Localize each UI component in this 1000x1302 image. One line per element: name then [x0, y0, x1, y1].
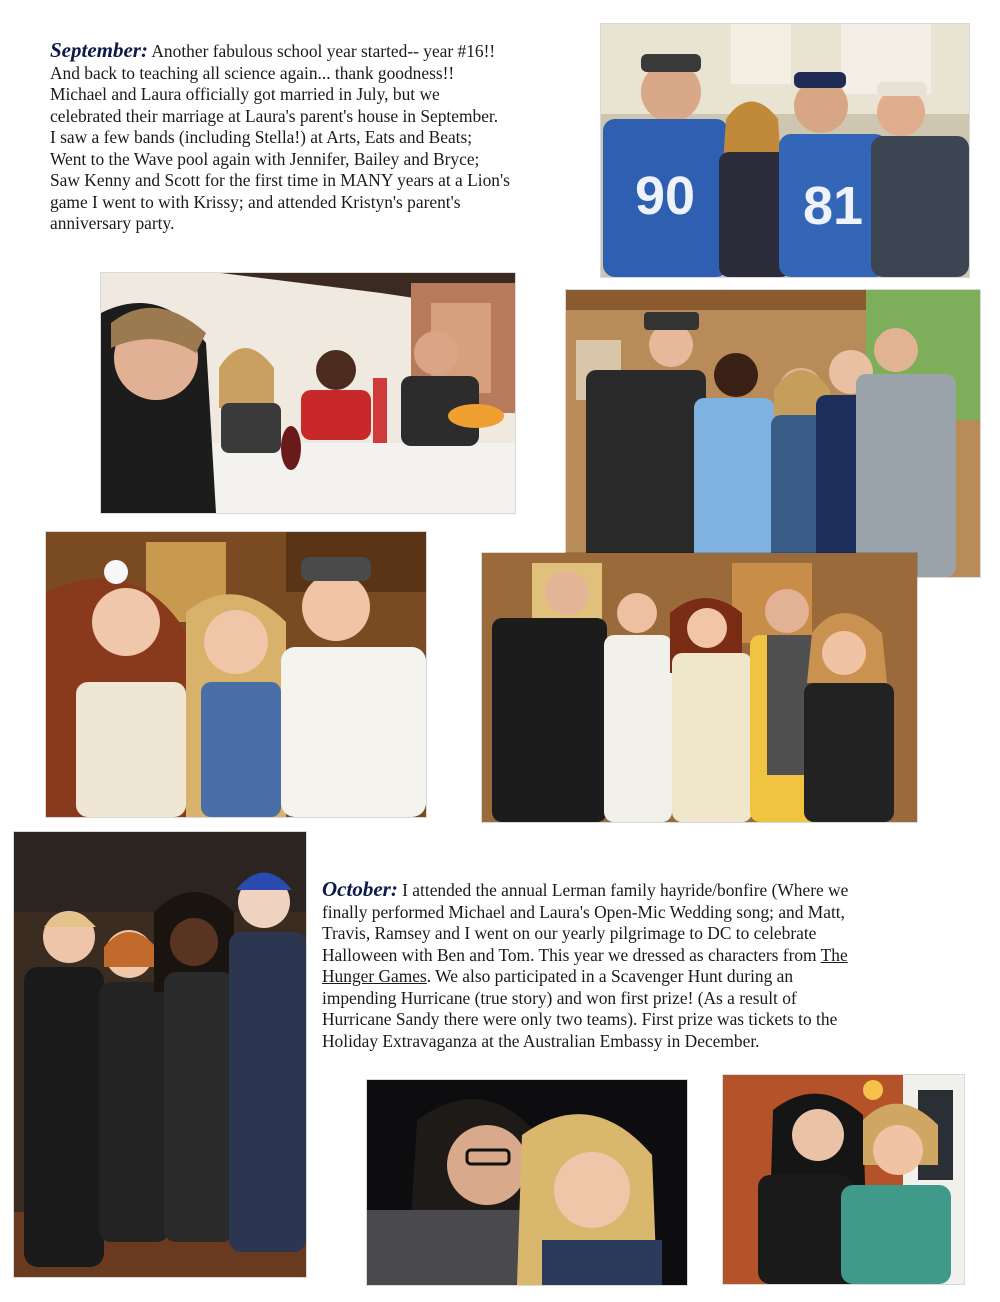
- text-line: Holiday Extravaganza at the Australian Embassy in December.: [322, 1030, 760, 1051]
- october-heading: October:: [322, 877, 398, 901]
- photo-two-women-night: [367, 1080, 687, 1285]
- text-line: Saw Kenny and Scott for the first time in MANY years at a Lion's: [50, 170, 510, 190]
- september-heading: September:: [50, 38, 148, 62]
- text-line: Hurricane Sandy there were only two teams). First prize was tickets to the: [322, 1009, 838, 1029]
- photo-halloween-costumes: [14, 832, 306, 1277]
- text-line: Halloween with Ben and Tom. This year we dressed as characters from: [322, 944, 821, 965]
- september-paragraph: [50, 40, 595, 235]
- text-line: Another fabulous school year started-- year #16!!: [151, 41, 496, 61]
- text-line: . We also participated in a Scavenger Hunt during an: [426, 966, 794, 986]
- text-line: anniversary party.: [50, 213, 175, 233]
- text-line: Travis, Ramsey and I went on our yearly pilgrimage to DC to celebrate: [322, 923, 817, 943]
- photo-wedding-trio: [46, 532, 426, 817]
- text-line: celebrated their marriage at Laura's parent's house in September.: [50, 105, 499, 126]
- text-line: I saw a few bands (including Stella!) at Arts, Eats and Beats;: [50, 127, 473, 147]
- text-line: impending Hurricane (true story) and won first prize! (As a result of: [322, 987, 797, 1008]
- photo-wedding-group: [482, 553, 917, 822]
- hunger-games-title: The: [820, 944, 848, 965]
- text-line: Michael and Laura officially got married in July, but we: [50, 84, 440, 104]
- jersey-number: 90: [634, 166, 696, 226]
- photo-lions-game: [601, 24, 969, 277]
- photo-dinner-table: [101, 273, 515, 513]
- photo-barn-group: [566, 290, 980, 577]
- text-line: finally performed Michael and Laura's Open-Mic Wedding song; and Matt,: [322, 901, 845, 922]
- text-line: I attended the annual Lerman family hayride/bonfire (Where we: [402, 880, 849, 900]
- october-paragraph: [322, 879, 982, 1052]
- hunger-games-title: Hunger Games: [322, 966, 427, 986]
- photo-two-women-porch: [723, 1075, 964, 1284]
- text-line: game I went to with Krissy; and attended Kristyn's parent's: [50, 191, 461, 212]
- text-line: And back to teaching all science again... thank goodness!!: [50, 62, 455, 83]
- text-line: Went to the Wave pool again with Jennifer, Bailey and Bryce;: [50, 148, 480, 169]
- jersey-number: 81: [802, 176, 864, 236]
